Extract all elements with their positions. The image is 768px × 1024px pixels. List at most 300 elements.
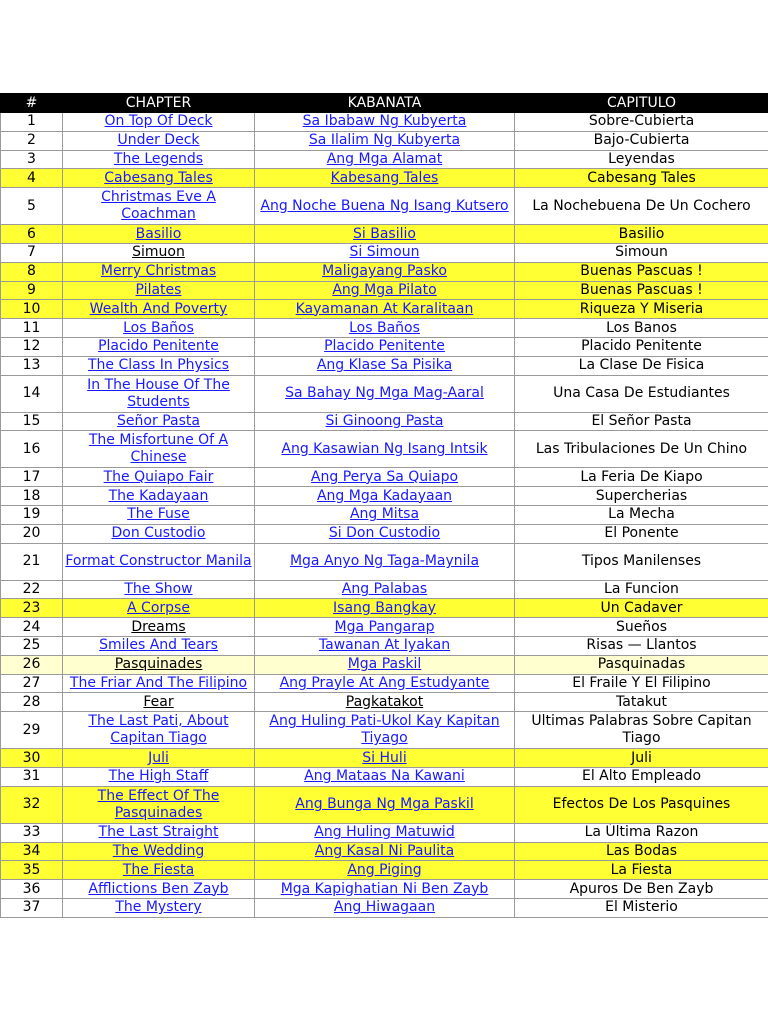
chapter-number-cell — [1, 375, 63, 412]
kabanata-link-cell — [255, 243, 515, 262]
table-row — [1, 169, 768, 188]
kabanata-link[interactable]: Sa Bahay Ng Mga Mag-Aaral — [285, 385, 484, 402]
chapter-link-cell — [63, 767, 255, 786]
chapter-number: 36 — [22, 880, 41, 897]
capitulo-text: Los Banos — [606, 319, 677, 336]
chapter-link-cell — [63, 356, 255, 375]
table-row — [1, 319, 768, 338]
chapter-number-cell — [1, 412, 63, 431]
kabanata-link-cell — [255, 356, 515, 375]
chapter-number-cell — [1, 636, 63, 655]
kabanata-link[interactable]: Ang Kasal Ni Paulita — [314, 842, 455, 859]
kabanata-link-cell — [255, 543, 515, 580]
chapter-number-cell — [1, 524, 63, 543]
kabanata-link[interactable]: Kayamanan At Karalitaan — [295, 300, 474, 317]
table-row — [1, 375, 768, 412]
chapter-link-cell — [63, 188, 255, 225]
kabanata-link-cell — [255, 767, 515, 786]
kabanata-link-cell — [255, 225, 515, 244]
chapter-link-cell — [63, 319, 255, 338]
table-row — [1, 767, 768, 786]
capitulo-text: Placido Penitente — [581, 338, 702, 355]
kabanata-link[interactable]: Kabesang Tales — [330, 169, 439, 186]
capitulo-text: Risas — Llantos — [586, 637, 697, 654]
kabanata-link[interactable]: Ang Noche Buena Ng Isang Kutsero — [260, 197, 509, 214]
kabanata-link[interactable]: Si Basilio — [353, 225, 416, 242]
kabanata-link[interactable]: Sa Ilalim Ng Kubyerta — [308, 132, 461, 149]
capitulo-text: La Fiesta — [610, 861, 673, 878]
chapter-number: 13 — [22, 357, 41, 374]
table-row — [1, 281, 768, 300]
capitulo-text: Buenas Pascuas ! — [580, 263, 703, 280]
capitulo-text: Una Casa De Estudiantes — [553, 385, 730, 402]
capitulo-text: Apuros De Ben Zayb — [569, 880, 714, 897]
chapter-link-cell — [63, 599, 255, 618]
kabanata-link-cell — [255, 150, 515, 169]
kabanata-link[interactable]: Ang Perya Sa Quiapo — [310, 468, 459, 485]
chapter-number: 17 — [22, 468, 41, 485]
chapter-number-cell — [1, 150, 63, 169]
capitulo-text: La Feria De Kiapo — [580, 468, 703, 485]
chapter-link-cell — [63, 487, 255, 506]
chapter-link[interactable]: The Fiesta — [122, 861, 195, 878]
chapter-number: 5 — [27, 197, 36, 214]
kabanata-link[interactable]: Ang Piging — [347, 861, 422, 878]
capitulo-text: El Fraile Y El Filipino — [572, 674, 711, 691]
chapter-number-cell — [1, 337, 63, 356]
table-row — [1, 131, 768, 150]
capitulo-text-cell — [515, 188, 768, 225]
chapter-number-cell — [1, 131, 63, 150]
chapter-number: 8 — [27, 263, 36, 280]
chapter-number-cell — [1, 618, 63, 637]
kabanata-link-cell — [255, 823, 515, 842]
kabanata-link-cell — [255, 319, 515, 338]
chapter-number-cell — [1, 823, 63, 842]
kabanata-link-cell — [255, 786, 515, 823]
capitulo-text: Tipos Manilenses — [581, 553, 702, 570]
kabanata-link-cell — [255, 113, 515, 132]
kabanata-link[interactable]: Pagkatakot — [345, 693, 424, 710]
table-row — [1, 337, 768, 356]
chapter-number-cell — [1, 786, 63, 823]
capitulo-text-cell — [515, 300, 768, 319]
chapter-number: 33 — [22, 824, 41, 841]
capitulo-text: Supercherias — [595, 487, 688, 504]
kabanata-link[interactable]: Tawanan At Iyakan — [318, 637, 451, 654]
capitulo-text: Bajo-Cubierta — [593, 132, 690, 149]
chapter-link[interactable]: The Effect Of The Pasquinades — [97, 787, 220, 821]
chapter-link[interactable]: Don Custodio — [111, 525, 206, 542]
kabanata-link-cell — [255, 618, 515, 637]
table-row — [1, 880, 768, 899]
chapter-link[interactable]: Merry Christmas — [100, 263, 217, 280]
capitulo-text-cell — [515, 468, 768, 487]
kabanata-link-cell — [255, 131, 515, 150]
capitulo-text: La Nochebuena De Un Cochero — [532, 197, 751, 214]
table-row — [1, 712, 768, 749]
chapter-number-cell — [1, 300, 63, 319]
kabanata-link-cell — [255, 169, 515, 188]
kabanata-link-cell — [255, 468, 515, 487]
kabanata-link-cell — [255, 337, 515, 356]
table-row — [1, 786, 768, 823]
capitulo-text: Leyendas — [608, 150, 675, 167]
kabanata-link[interactable]: Isang Bangkay — [333, 599, 436, 616]
chapter-link-cell — [63, 150, 255, 169]
table-row — [1, 823, 768, 842]
chapter-number-cell — [1, 898, 63, 917]
chapter-link[interactable]: The Class In Physics — [88, 357, 229, 374]
chapter-link[interactable]: Smiles And Tears — [99, 637, 218, 654]
chapter-link[interactable]: The Friar And The Filipino — [69, 674, 248, 691]
chapter-link-cell — [63, 375, 255, 412]
kabanata-link[interactable]: Ang Bunga Ng Mga Paskil — [295, 796, 474, 813]
chapter-link[interactable]: The Show — [124, 580, 193, 597]
chapter-number-cell — [1, 281, 63, 300]
chapter-link[interactable]: Los Baños — [123, 319, 194, 336]
capitulo-text: La Mecha — [608, 506, 675, 523]
capitulo-text-cell — [515, 823, 768, 842]
chapter-link-cell — [63, 880, 255, 899]
chapter-link-cell — [63, 898, 255, 917]
table-row — [1, 524, 768, 543]
chapter-link[interactable]: Pasquinades — [114, 656, 203, 673]
kabanata-link[interactable]: Mga Paskil — [347, 656, 422, 673]
chapter-link[interactable]: Juli — [148, 749, 169, 766]
chapter-link-cell — [63, 243, 255, 262]
chapter-number: 4 — [27, 169, 36, 186]
capitulo-text-cell — [515, 356, 768, 375]
capitulo-text: El Señor Pasta — [591, 412, 692, 429]
chapter-number: 25 — [22, 637, 41, 654]
chapter-number-cell — [1, 749, 63, 768]
kabanata-link[interactable]: Ang Mitsa — [349, 506, 420, 523]
chapter-link[interactable]: Placido Penitente — [98, 338, 219, 355]
capitulo-text: Cabesang Tales — [587, 169, 696, 186]
kabanata-link[interactable]: Placido Penitente — [324, 338, 445, 355]
capitulo-text: La Funcion — [604, 580, 679, 597]
chapter-number: 2 — [27, 132, 36, 149]
chapter-link[interactable]: The Quiapo Fair — [103, 468, 214, 485]
chapter-link[interactable]: Señor Pasta — [117, 412, 200, 429]
chapter-number: 7 — [27, 244, 36, 261]
capitulo-text: Tatakut — [616, 693, 667, 710]
chapter-link-cell — [63, 468, 255, 487]
chapter-link[interactable]: Fear — [143, 693, 174, 710]
table-row — [1, 861, 768, 880]
chapter-number-cell — [1, 505, 63, 524]
chapter-number: 21 — [22, 553, 41, 570]
capitulo-text-cell — [515, 749, 768, 768]
chapter-link-cell — [63, 693, 255, 712]
chapter-link-cell — [63, 861, 255, 880]
capitulo-text: Pasquinadas — [597, 656, 686, 673]
table-row — [1, 655, 768, 674]
chapter-link[interactable]: In The House Of The Students — [87, 376, 230, 410]
kabanata-link[interactable]: Ang Hiwagaan — [333, 899, 436, 916]
kabanata-link[interactable]: Si Don Custodio — [328, 525, 441, 542]
chapter-link-cell — [63, 262, 255, 281]
kabanata-link-cell — [255, 524, 515, 543]
chapter-link-cell — [63, 225, 255, 244]
chapter-number: 20 — [22, 525, 41, 542]
table-row — [1, 749, 768, 768]
chapter-link[interactable]: Cabesang Tales — [104, 169, 213, 186]
chapter-number-cell — [1, 431, 63, 468]
chapter-link[interactable]: Simuon — [132, 244, 185, 261]
chapter-number: 18 — [22, 487, 41, 504]
chapter-number: 37 — [22, 899, 41, 916]
table-row — [1, 674, 768, 693]
kabanata-link[interactable]: Si Simoun — [349, 244, 420, 261]
kabanata-link[interactable]: Ang Klase Sa Pisika — [316, 357, 453, 374]
capitulo-text-cell — [515, 243, 768, 262]
kabanata-link[interactable]: Mga Anyo Ng Taga-Maynila — [289, 553, 480, 570]
kabanata-link[interactable]: Ang Mga Alamat — [326, 150, 443, 167]
chapter-number: 6 — [27, 225, 36, 242]
capitulo-text-cell — [515, 580, 768, 599]
capitulo-text: El Ponente — [604, 525, 679, 542]
chapter-number: 22 — [22, 580, 41, 597]
capitulo-text-cell — [515, 281, 768, 300]
table-row — [1, 842, 768, 861]
kabanata-link[interactable]: Sa Ibabaw Ng Kubyerta — [302, 113, 467, 130]
kabanata-link-cell — [255, 655, 515, 674]
capitulo-text-cell — [515, 767, 768, 786]
capitulo-text: El Misterio — [605, 899, 678, 916]
capitulo-text: Riqueza Y Miseria — [579, 300, 704, 317]
capitulo-text: El Alto Empleado — [581, 768, 702, 785]
chapter-number-cell — [1, 842, 63, 861]
chapter-link[interactable]: Wealth And Poverty — [89, 300, 228, 317]
kabanata-link-cell — [255, 599, 515, 618]
table-row — [1, 468, 768, 487]
chapter-number-cell — [1, 767, 63, 786]
kabanata-link-cell — [255, 880, 515, 899]
chapter-link-cell — [63, 786, 255, 823]
table-row — [1, 225, 768, 244]
capitulo-text-cell — [515, 487, 768, 506]
chapter-number: 10 — [22, 300, 41, 317]
kabanata-link[interactable]: Mga Kapighatian Ni Ben Zayb — [280, 880, 489, 897]
capitulo-text-cell — [515, 431, 768, 468]
chapter-link[interactable]: The Fuse — [127, 506, 190, 523]
capitulo-text-cell — [515, 674, 768, 693]
capitulo-text: Sueños — [615, 618, 668, 635]
kabanata-link[interactable]: Si Huli — [362, 749, 407, 766]
capitulo-text: Las Tribulaciones De Un Chino — [535, 440, 748, 457]
chapter-link[interactable]: The Last Straight — [98, 824, 219, 841]
chapter-link-cell — [63, 131, 255, 150]
kabanata-link-cell — [255, 431, 515, 468]
chapter-number-cell — [1, 468, 63, 487]
chapter-number-cell — [1, 693, 63, 712]
capitulo-text-cell — [515, 655, 768, 674]
kabanata-link[interactable]: Ang Kasawian Ng Isang Intsik — [281, 440, 488, 457]
kabanata-link[interactable]: Los Baños — [349, 319, 420, 336]
chapter-link[interactable]: The Last Pati, About Capitan Tiago — [88, 713, 229, 747]
chapter-link[interactable]: The Legends — [113, 150, 204, 167]
chapter-link-cell — [63, 281, 255, 300]
capitulo-text-cell — [515, 131, 768, 150]
chapter-link[interactable]: The Misfortune Of A Chinese — [88, 432, 229, 466]
chapter-link-cell — [63, 618, 255, 637]
chapter-link[interactable]: Dreams — [131, 618, 186, 635]
chapter-number-cell — [1, 243, 63, 262]
table-row — [1, 580, 768, 599]
header-row — [1, 94, 768, 113]
chapter-number-cell — [1, 262, 63, 281]
chapter-number: 24 — [22, 618, 41, 635]
capitulo-text-cell — [515, 319, 768, 338]
kabanata-link-cell — [255, 842, 515, 861]
capitulo-text: Basilio — [618, 225, 665, 242]
capitulo-text-cell — [515, 898, 768, 917]
chapter-number-cell — [1, 487, 63, 506]
chapter-link-cell — [63, 113, 255, 132]
capitulo-text-cell — [515, 618, 768, 637]
chapter-link-cell — [63, 749, 255, 768]
kabanata-link[interactable]: Ang Mataas Na Kawani — [304, 768, 465, 785]
capitulo-text: Simoun — [615, 244, 668, 261]
chapter-link[interactable]: Pilates — [135, 281, 182, 298]
chapter-link-cell — [63, 842, 255, 861]
chapter-number: 30 — [22, 749, 41, 766]
chapter-link[interactable]: Format Constructor Manila — [65, 553, 252, 570]
kabanata-link[interactable]: Ang Palabas — [341, 580, 428, 597]
capitulo-text-cell — [515, 412, 768, 431]
table-row — [1, 543, 768, 580]
kabanata-link-cell — [255, 712, 515, 749]
table-row — [1, 505, 768, 524]
capitulo-text-cell — [515, 543, 768, 580]
chapter-number: 9 — [27, 281, 36, 298]
capitulo-text-cell — [515, 113, 768, 132]
chapter-link[interactable]: The Wedding — [112, 842, 205, 859]
capitulo-text: Sobre-Cubierta — [588, 113, 695, 130]
capitulo-text-cell — [515, 337, 768, 356]
chapter-link[interactable]: The Kadayaan — [108, 487, 209, 504]
table-row — [1, 300, 768, 319]
chapter-number: 26 — [22, 656, 41, 673]
table-row — [1, 898, 768, 917]
chapter-number: 15 — [22, 412, 41, 429]
table-row — [1, 431, 768, 468]
capitulo-text: La Clase De Fisica — [578, 357, 705, 374]
chapter-number-cell — [1, 674, 63, 693]
chapter-link[interactable]: The High Staff — [108, 768, 209, 785]
capitulo-text-cell — [515, 505, 768, 524]
chapter-number-cell — [1, 712, 63, 749]
kabanata-link[interactable]: Ang Mga Pilato — [332, 281, 437, 298]
chapter-link[interactable]: A Corpse — [127, 599, 190, 616]
kabanata-link-cell — [255, 861, 515, 880]
capitulo-text-cell — [515, 861, 768, 880]
capitulo-text-cell — [515, 599, 768, 618]
table-row — [1, 113, 768, 132]
kabanata-link-cell — [255, 300, 515, 319]
chapter-number: 31 — [22, 768, 41, 785]
chapter-link[interactable]: The Mystery — [115, 899, 202, 916]
capitulo-text: Efectos De Los Pasquines — [552, 796, 731, 813]
chapter-link[interactable]: On Top Of Deck — [104, 113, 213, 130]
kabanata-link[interactable]: Si Ginoong Pasta — [325, 412, 444, 429]
capitulo-text-cell — [515, 169, 768, 188]
header-kabanata: KABANATA — [255, 94, 515, 113]
kabanata-link[interactable]: Ang Huling Pati-Ukol Kay Kapitan Tiyago — [269, 713, 500, 747]
chapter-number: 27 — [22, 674, 41, 691]
chapter-number-cell — [1, 225, 63, 244]
capitulo-text-cell — [515, 786, 768, 823]
capitulo-text-cell — [515, 712, 768, 749]
kabanata-link-cell — [255, 580, 515, 599]
chapter-link[interactable]: Under Deck — [117, 132, 200, 149]
kabanata-link-cell — [255, 412, 515, 431]
capitulo-text: Ultimas Palabras Sobre Capitan Tiago — [531, 713, 752, 747]
chapter-number-cell — [1, 599, 63, 618]
kabanata-link[interactable]: Ang Huling Matuwid — [314, 824, 455, 841]
chapter-link-cell — [63, 337, 255, 356]
table-row — [1, 693, 768, 712]
chapter-link-cell — [63, 524, 255, 543]
chapter-number-cell — [1, 113, 63, 132]
chapter-link-cell — [63, 431, 255, 468]
kabanata-link-cell — [255, 674, 515, 693]
chapter-link[interactable]: Afflictions Ben Zayb — [88, 880, 229, 897]
kabanata-link-cell — [255, 262, 515, 281]
kabanata-link[interactable]: Ang Prayle At Ang Estudyante — [279, 674, 490, 691]
chapter-number-cell — [1, 169, 63, 188]
chapter-link-cell — [63, 543, 255, 580]
chapter-link-cell — [63, 505, 255, 524]
kabanata-link-cell — [255, 487, 515, 506]
kabanata-link[interactable]: Mga Pangarap — [334, 618, 435, 635]
kabanata-link[interactable]: Ang Mga Kadayaan — [316, 487, 453, 504]
capitulo-text-cell — [515, 524, 768, 543]
chapter-number: 12 — [22, 338, 41, 355]
table-row — [1, 636, 768, 655]
capitulo-text-cell — [515, 842, 768, 861]
capitulo-text-cell — [515, 375, 768, 412]
chapter-link-cell — [63, 655, 255, 674]
chapter-link-cell — [63, 674, 255, 693]
capitulo-text-cell — [515, 880, 768, 899]
capitulo-text-cell — [515, 636, 768, 655]
chapter-link-cell — [63, 712, 255, 749]
kabanata-link-cell — [255, 636, 515, 655]
chapter-link-cell — [63, 169, 255, 188]
chapter-number-cell — [1, 861, 63, 880]
header-capitulo: CAPITULO — [515, 94, 768, 113]
chapter-link[interactable]: Basilio — [135, 225, 182, 242]
chapter-link-cell — [63, 580, 255, 599]
table-row — [1, 262, 768, 281]
header-number: # — [1, 94, 63, 113]
chapter-number: 19 — [22, 506, 41, 523]
kabanata-link-cell — [255, 898, 515, 917]
chapter-number-cell — [1, 655, 63, 674]
chapter-number: 32 — [22, 796, 41, 813]
kabanata-link[interactable]: Maligayang Pasko — [322, 263, 447, 280]
chapter-number: 35 — [22, 861, 41, 878]
table-row — [1, 412, 768, 431]
kabanata-link-cell — [255, 375, 515, 412]
chapter-link[interactable]: Christmas Eve A Coachman — [101, 189, 216, 223]
chapter-link-cell — [63, 823, 255, 842]
chapter-link-cell — [63, 636, 255, 655]
table-row — [1, 188, 768, 225]
